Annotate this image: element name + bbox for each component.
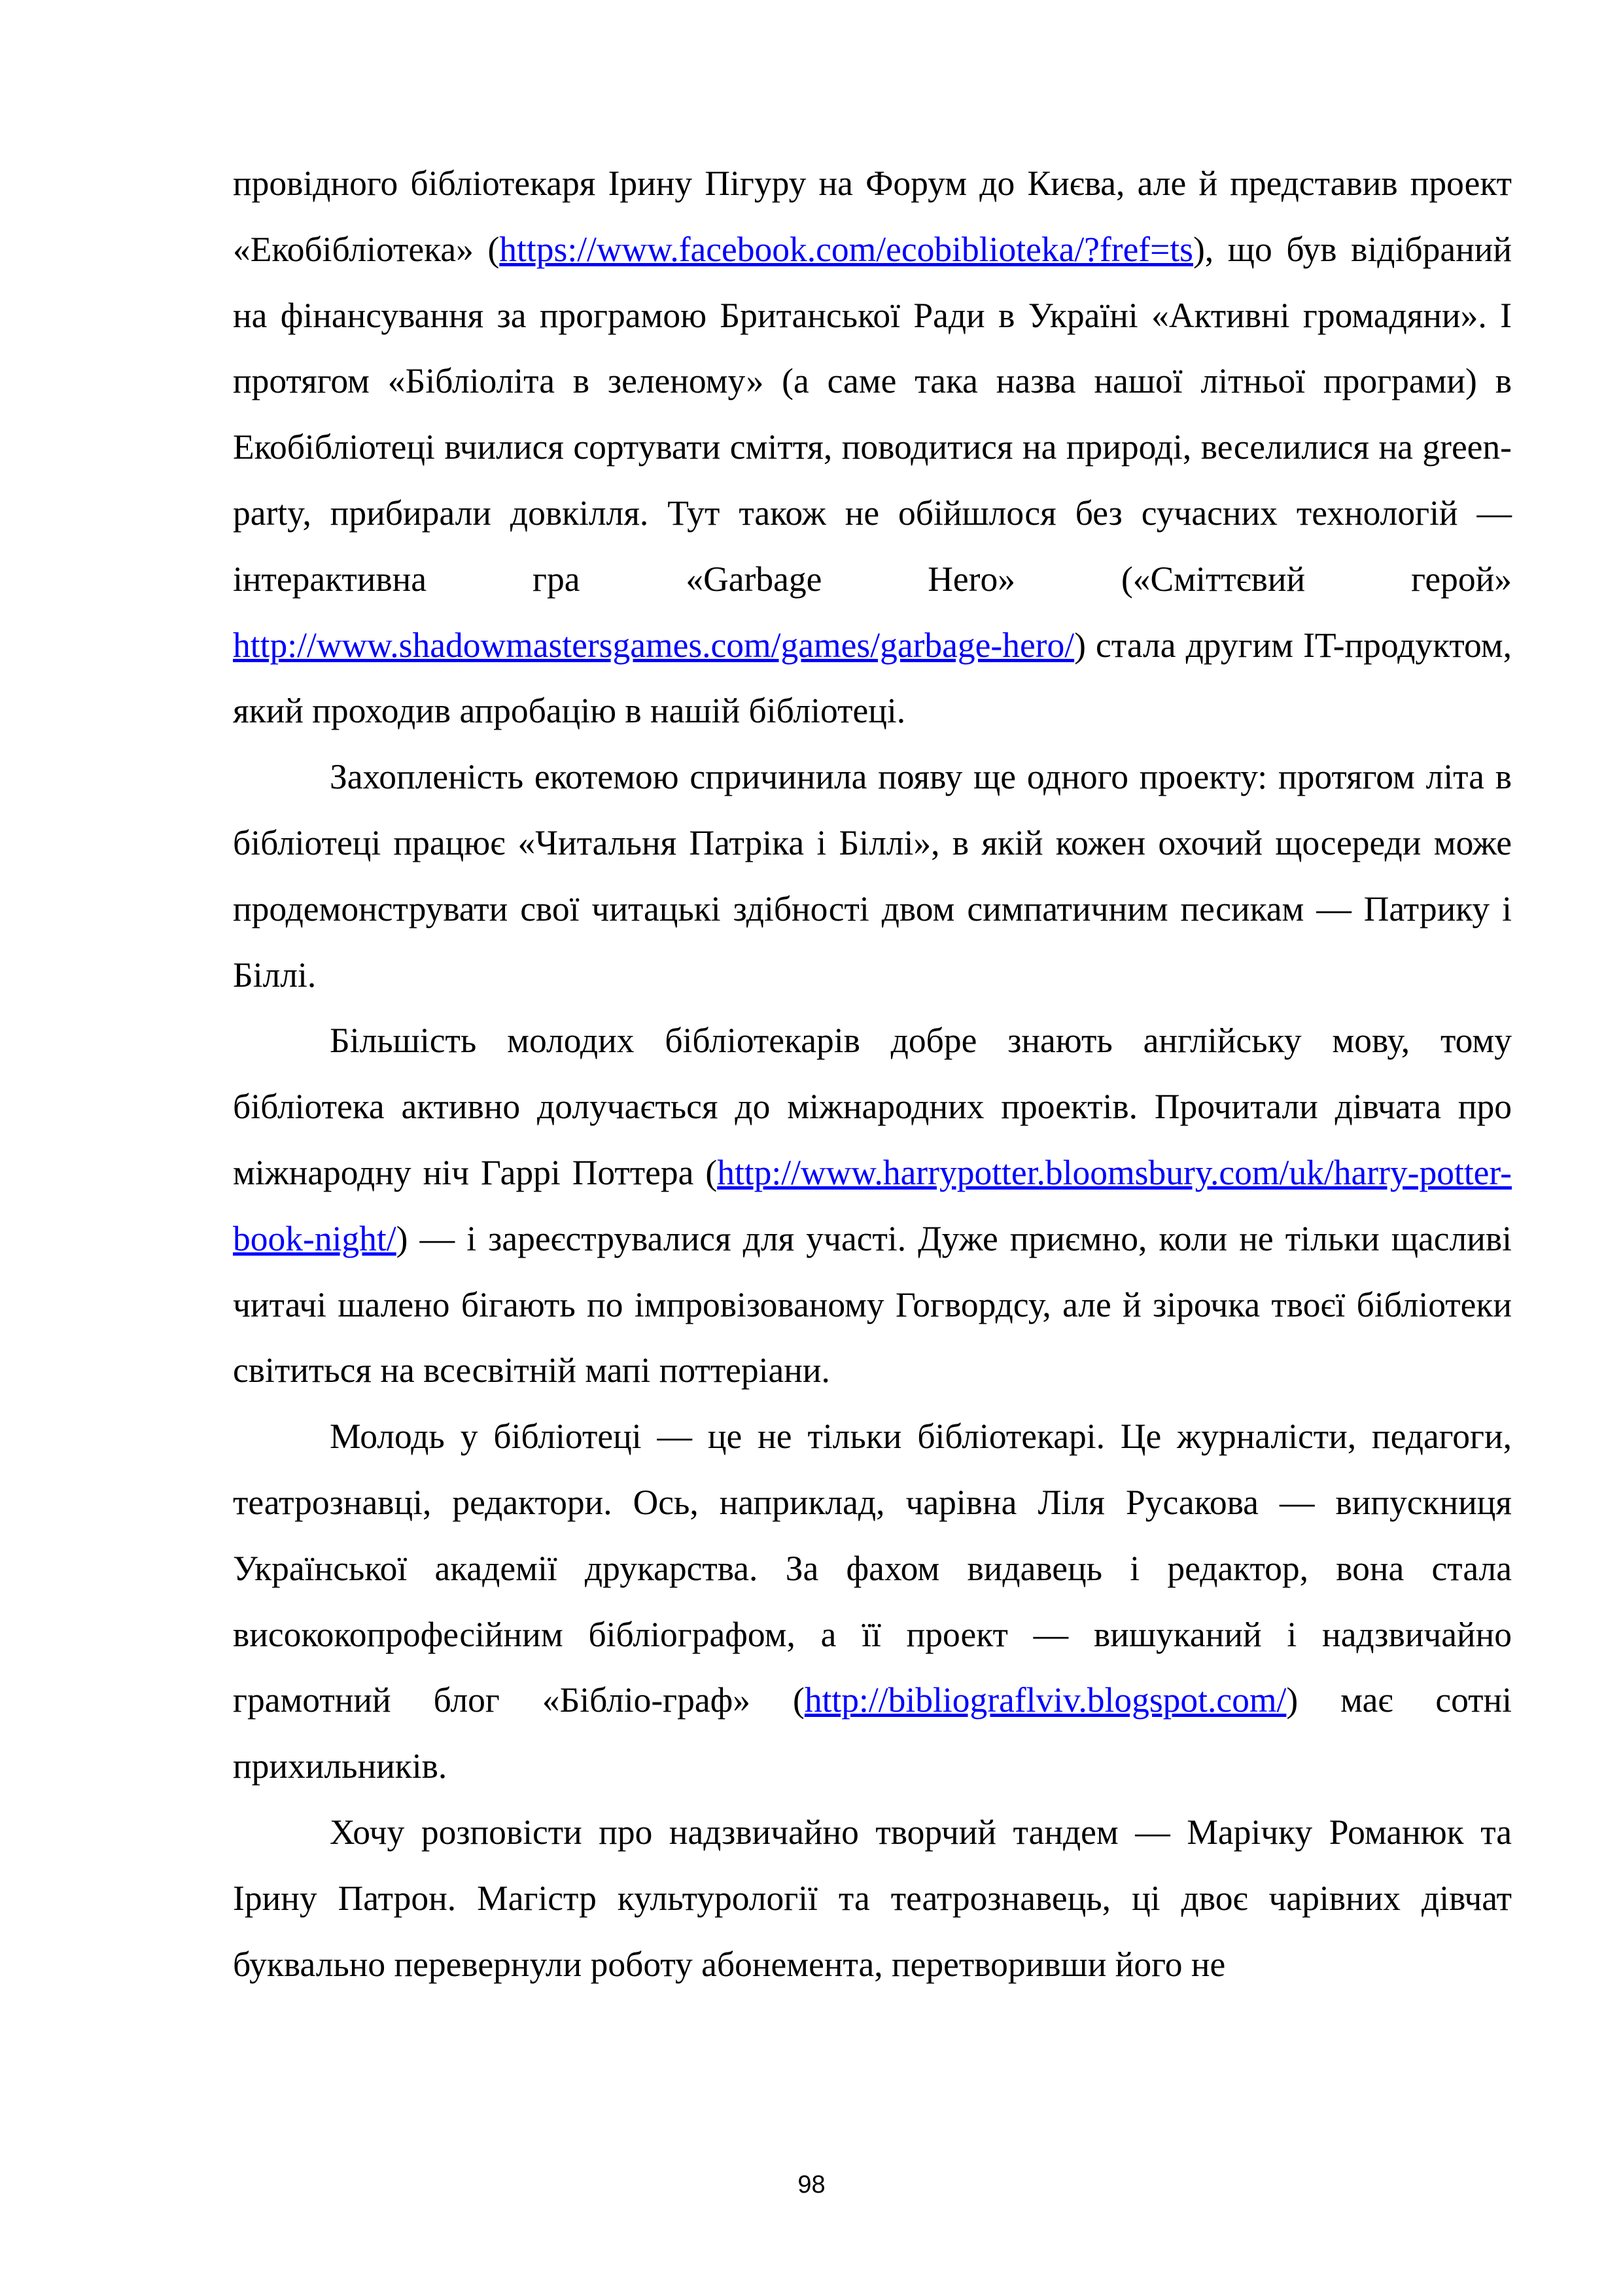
paragraph-3 [233, 1008, 1512, 1404]
paragraph-1 [233, 150, 1512, 744]
facebook-link[interactable]: https://www.facebook.com/ecobiblioteka/?fref=ts [499, 229, 1193, 269]
text-run: Більшість молодих бібліотекарів добре знають англійську мову, тому бібліотека активно долучається до міжнародних проектів. Прочитали дівчата про міжнародну ніч Гаррі Поттера ( [233, 1021, 1512, 1192]
text-run: ), що був відібраний на фінансування за програмою Британської Ради в Україні «Активні громадяни». І протягом «Бібліоліта в зеленому» (а саме така назва нашої літньої програми) в Екобібліотеці вчилися сортувати сміття, поводитися на природі, веселилися на green-party, прибирали довкілля. Тут також не обійшлося без сучасних технологій — інтерактивна гра «Garbage Hero» («Сміттєвий герой» [233, 229, 1512, 599]
text-run: ) стала другим IT-продуктом, який проходив апробацію в нашій бібліотеці. [233, 625, 1512, 731]
text-run: ) — і зареєструвалися для участі. Дуже приємно, коли не тільки щасливі читачі шалено бігають по імпровізованому Гогвордсу, але й зірочка твоєї бібліотеки світиться на всесвітній мапі поттеріани. [233, 1218, 1512, 1390]
harry-potter-link[interactable]: http://www.harrypotter.bloomsbury.com/uk/harry-potter-book-night/ [233, 1152, 1512, 1258]
text-run: ) має сотні прихильників. [233, 1680, 1512, 1786]
text-run: Захопленість екотемою спричинила появу ще одного проекту: протягом літа в бібліотеці працює «Читальня Патріка і Біллі», в якій кожен охочий щосереди може продемонструвати свої читацькі здібності двом симпатичним песикам — Патрику і Біллі. [233, 757, 1512, 995]
text-run: Хочу розповісти про надзвичайно творчий тандем — Марічку Романюк та Ірину Патрон. Магістр культурології та театрознавець, ці двоє чарівних дівчат буквально перевернули роботу абонемента, перетворивши його не [233, 1812, 1512, 1984]
paragraph-4 [233, 1404, 1512, 1799]
page-number: 98 [797, 2171, 826, 2199]
paragraph-2 [233, 744, 1512, 1008]
paragraph-5 [233, 1799, 1512, 1997]
body-text [233, 150, 1512, 1997]
biblio-graf-link[interactable]: http://bibliograflviv.blogspot.com/ [804, 1680, 1287, 1720]
text-run: Молодь у бібліотеці — це не тільки бібліотекарі. Це журналісти, педагоги, театрознавці, редактори. Ось, наприклад, чарівна Ліля Русакова — випускниця Української академії друкарства. За фахом видавець і редактор, вона стала висококопрофесійним бібліографом, а її проект — вишуканий і надзвичайно грамотний блог «Бібліо-граф» ( [233, 1417, 1512, 1720]
text-run: провідного бібліотекаря Ірину Пігуру на Форум до Києва, але й представив проект «Екобібліотека» ( [233, 164, 1512, 269]
garbage-hero-link[interactable]: http://www.shadowmastersgames.com/games/garbage-hero/ [233, 625, 1075, 665]
